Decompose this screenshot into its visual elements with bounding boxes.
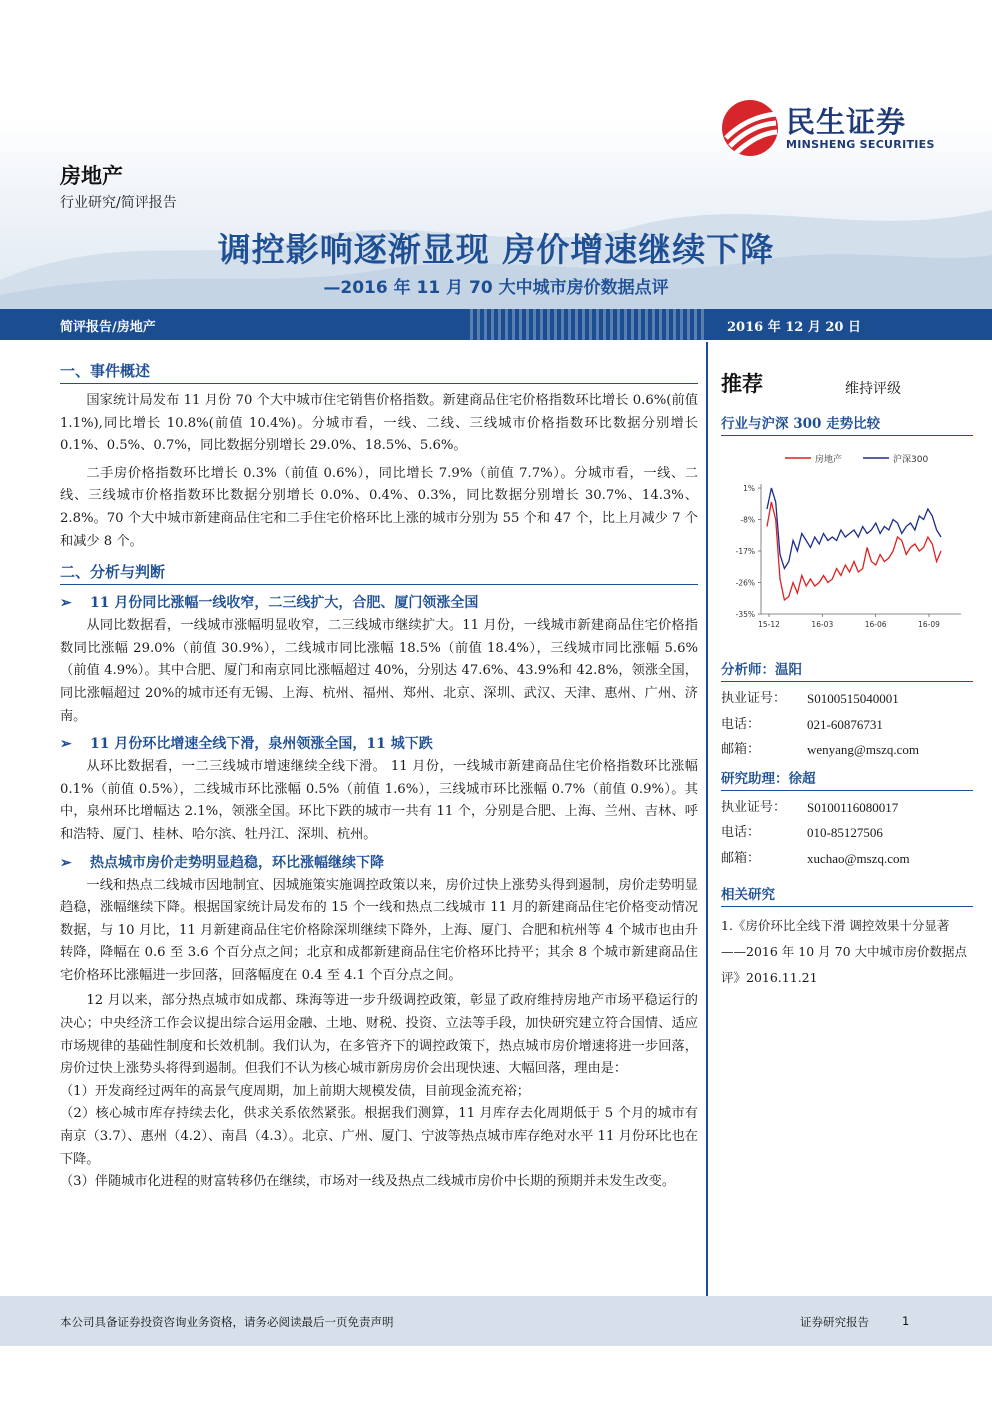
contact-row [721,686,973,712]
contact-key: 执业证号： [721,691,787,706]
legend-label: 沪深300 [893,455,929,465]
report-date: 2016 年 12 月 20 日 [727,320,861,335]
x-tick-label: 16-06 [864,620,887,629]
legend-label: 房地产 [815,455,843,465]
band-category: 简评报告/房地产 [60,320,156,335]
rating-block [721,368,973,404]
page-footer [0,1296,992,1346]
list-item: （2）核心城市库存持续去化，供求关系依然紧张。根据我们测算，11 月库存去化周期低于 5 个月的城市有南京（3.7）、惠州（4.2）、南昌（4.3）。北京、广州、厦门、宁波等热点城市库存绝对水平 11 月份环比也在下降。 [60,1106,698,1167]
contact-key: 邮箱： [721,850,761,866]
report-type: 行业研究/简评报告 [60,195,177,211]
series-line [767,502,941,600]
y-tick-label: -8% [740,515,755,525]
bullet-heading-text: 热点城市房价走势明显趋稳，环比涨幅继续下降 [90,854,384,871]
paragraph: 国家统计局发布 11 月份 70 个大中城市住宅销售价格指数。新建商品住宅价格指数环比增长 0.6%(前值 1.1%),同比增长 10.8%(前值 10.4%)。分城市看，一线、二线、三线城市价格指数环比数据分别增长 0.1%、0.5%、0.7%，同比数据分别增长 29.0%、18.5%、5.6%。 [60,393,698,454]
contact-value: 010-85127506 [807,825,883,840]
contact-key: 执业证号： [721,799,787,815]
bullet-heading-text: 11 月份同比涨幅一线收窄，二三线扩大，合肥、厦门领涨全国 [90,595,479,612]
bullet-arrow-icon: ➢ [60,854,72,871]
band-stripe-decoration [470,309,705,340]
main-content [60,358,698,1194]
x-tick-label: 16-09 [918,620,940,629]
rating-note: 维持评级 [845,381,901,397]
sidebar [721,368,973,991]
contact-email[interactable]: xuchao@mszq.com [807,850,910,866]
contact-value: 021-60876731 [807,716,883,732]
logo-text-en: MINSHENG SECURITIES [786,138,935,151]
bullet-heading [60,851,698,875]
contact-value: S0100116080017 [807,799,899,815]
rating: 推荐 [721,372,763,396]
info-band [0,309,992,340]
bullet-heading-text: 11 月份环比增速全线下滑，泉州领涨全国，11 城下跌 [90,736,433,753]
trend-chart [721,444,973,644]
contact-row [721,712,973,738]
contact-key: 电话： [721,716,761,732]
report-title: 调控影响逐渐显现 房价增速继续下降 [217,230,775,269]
list-item: （3）伴随城市化进程的财富转移仍在继续，市场对一线及热点二线城市房价中长期的预期并未发生改变。 [60,1174,676,1190]
related-heading: 相关研究 [721,883,973,907]
y-tick-label: 1% [743,484,755,493]
paragraph: 二手房价格指数环比增长 0.3%（前值 0.6%），同比增长 7.9%（前值 7.7%）。分城市看，一线、二线、三线城市价格指数环比数据分别增长 0.0%、0.4%、0.3%，同比数据分别增长 30.7%、14.3%、2.8%。70 个大中城市新建商品住宅和二手住宅价格环比上涨的城市分别为 55 个和 47 个，比上月减少 7 个和减少 8 个。 [60,465,698,549]
chart-heading: 行业与沪深 300 走势比较 [721,412,973,436]
sector-label: 房地产 [60,164,123,188]
assistant-heading: 研究助理：徐超 [721,767,973,791]
logo-text-cn: 民生证券 [786,105,907,139]
footer-disclaimer: 本公司具备证券投资咨询业务资格，请务必阅读最后一页免责声明 [60,1315,394,1329]
bullet-heading [60,732,698,756]
bullet-arrow-icon: ➢ [60,595,72,612]
contact-row [721,795,973,821]
y-tick-label: -26% [735,578,755,588]
analyst-contacts [721,686,973,763]
assistant-contacts [721,795,973,872]
page-number: 1 [902,1314,910,1328]
section-heading: 一、事件概述 [60,358,698,384]
contact-key: 邮箱： [721,742,761,757]
y-tick-label: -17% [735,547,755,556]
x-tick-label: 15-12 [758,620,780,629]
report-subtitle: —2016 年 11 月 70 大中城市房价数据点评 [323,278,669,298]
trend-chart-svg [721,444,973,644]
contact-email[interactable]: wenyang@mszq.com [807,742,919,757]
analyst-heading: 分析师：温阳 [721,658,973,682]
contact-row [721,846,973,872]
series-line [767,488,941,569]
company-logo [720,98,960,158]
contact-value: S0100515040001 [807,691,899,706]
x-tick-label: 16-03 [811,620,834,629]
section-heading: 二、分析与判断 [60,559,698,585]
paragraph: 从环比数据看，一二三线城市增速继续全线下滑。 11 月份，一线城市新建商品住宅价格指数环比涨幅 0.1%（前值 0.5%），二线城市环比涨幅 0.5%（前值 1.6%），三线城市环比涨幅 0.7%（前值 0.9%）。其中，泉州环比增幅达 2.1%，领涨全国。环比下跌的城市一共有 11 个，分别是合肥、上海、兰州、吉林、呼和浩特、厦门、桂林、哈尔滨、牡丹江、深圳、杭州。 [60,759,698,842]
y-tick-label: -35% [735,610,755,619]
bullet-arrow-icon: ➢ [60,736,72,753]
footer-doc-type: 证券研究报告 [800,1315,869,1329]
paragraph: 一线和热点二线城市因地制宜、因城施策实施调控政策以来，房价过快上涨势头得到遏制，房价走势明显趋稳，涨幅继续下降。根据国家统计局发布的 15 个一线和热点二线城市 11 月的新建商品住宅价格变动情况数据，与 10 月比，11 月新建商品住宅价格除深圳继续下降外，上海、厦门、合肥和杭州等 4 个城市也由升转降，降幅在 0.6 至 3.6 个百分点之间；北京和成都新建商品住宅价格环比持平；其余 8 个城市新建商品住宅价格环比涨幅进一步回落，回落幅度在 0.4 至 4.1 个百分点之间。 [60,877,698,983]
paragraph: 从同比数据看，一线城市涨幅明显收窄，二三线城市继续扩大。11 月份，一线城市新建商品住宅价格指数同比涨幅 29.0%（前值 30.9%），二线城市同比涨幅 18.5%（前值 18.4%），三线城市同比涨幅 5.6%（前值 4.9%）。其中合肥、厦门和南京同比涨幅超过 40%，分别达 47.6%、43.9%和 42.8%，领涨全国，同比涨幅超过 20%的城市还有无锡、上海、杭州、福州、郑州、北京、深圳、武汉、天津、惠州、广州、济南。 [60,618,698,724]
paragraph: 12 月以来，部分热点城市如成都、珠海等进一步升级调控政策，彰显了政府维持房地产市场平稳运行的决心；中央经济工作会议提出综合运用金融、土地、财税、投资、立法等手段，加快研究建立符合国情、适应市场规律的基础性制度和长效机制。我们认为，在多管齐下的调控政策下，热点城市房价增速将进一步回落，房价过快上涨势头将得到遏制。但我们不认为核心城市新房房价会出现快速、大幅回落，理由是： [60,993,698,1077]
contact-row [721,820,973,846]
contact-key: 电话： [721,825,761,840]
logo-mark-icon [720,98,780,158]
list-item: （1）开发商经过两年的高景气度周期，加上前期大规模发债，目前现金流充裕； [60,1083,530,1099]
bullet-heading [60,591,698,615]
contact-row [721,737,973,763]
related-report-link[interactable]: 1.《房价环比全线下滑 调控效果十分显著——2016 年 10 月 70 大中城市房价数据点评》2016.11.21 [721,918,967,985]
column-divider [706,342,708,1302]
